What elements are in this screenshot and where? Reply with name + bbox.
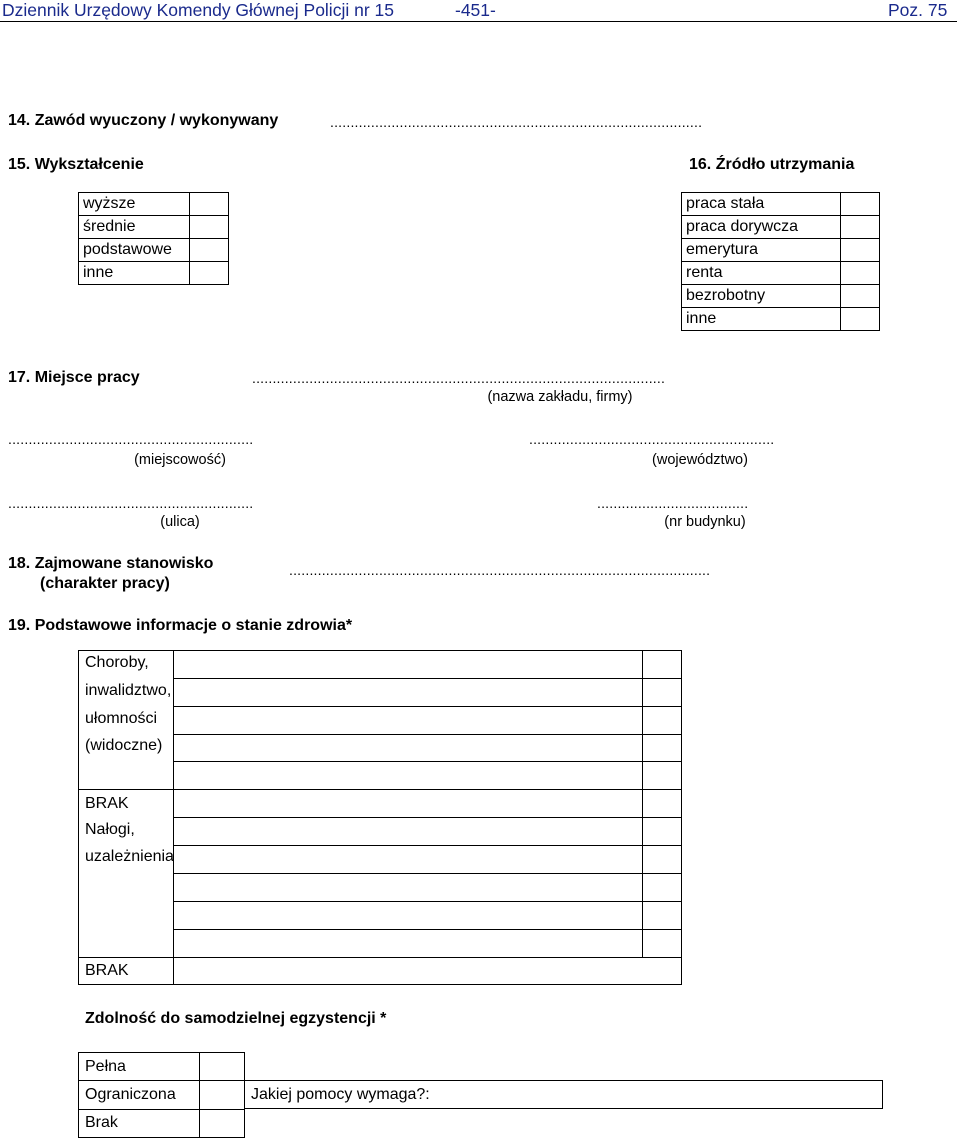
education-option-label: inne — [79, 262, 190, 285]
education-option-label: wyższe — [79, 193, 190, 216]
education-row — [79, 239, 229, 262]
independence-checkbox-none[interactable] — [200, 1110, 244, 1137]
independence-option-none: Brak — [85, 1114, 118, 1131]
income-row — [682, 285, 880, 308]
income-source-table — [681, 192, 880, 331]
income-checkbox-permanent[interactable] — [841, 193, 880, 216]
street-field[interactable]: ............................................................ — [8, 495, 254, 511]
help-needed-label: Jakiej pomocy wymaga?: — [251, 1086, 430, 1103]
health-row-line — [173, 901, 682, 902]
education-checkbox-other[interactable] — [190, 262, 229, 285]
education-checkbox-secondary[interactable] — [190, 216, 229, 239]
health-row-line — [173, 678, 682, 679]
independence-option-limited: Ograniczona — [85, 1086, 176, 1103]
education-row — [79, 193, 229, 216]
job-position-field[interactable]: ....................................................................................................... — [289, 562, 711, 578]
addictions-label-line: Nałogi, — [85, 821, 135, 838]
health-row-line — [173, 873, 682, 874]
building-number-hint: (nr budynku) — [664, 514, 746, 530]
income-row — [682, 262, 880, 285]
health-row-line — [173, 929, 682, 930]
voivodeship-field[interactable]: ............................................................ — [529, 431, 775, 447]
building-number-field[interactable]: ..................................... — [597, 495, 749, 511]
income-row — [682, 193, 880, 216]
health-section-line — [78, 789, 682, 790]
education-row — [79, 216, 229, 239]
q15-label: 15. Wykształcenie — [8, 156, 144, 173]
education-checkbox-higher[interactable] — [190, 193, 229, 216]
health-row-line — [173, 817, 682, 818]
income-checkbox-casual[interactable] — [841, 216, 880, 239]
independence-option-full: Pełna — [85, 1058, 126, 1075]
education-option-label: średnie — [79, 216, 190, 239]
health-row-line — [173, 845, 682, 846]
independence-label: Zdolność do samodzielnej egzystencji * — [85, 1010, 387, 1027]
voivodeship-hint: (województwo) — [652, 452, 748, 468]
income-checkbox-other[interactable] — [841, 308, 880, 331]
health-checkbox-divider — [642, 650, 643, 958]
page-header — [0, 0, 957, 22]
income-row — [682, 308, 880, 331]
income-checkbox-disability[interactable] — [841, 262, 880, 285]
company-name-hint: (nazwa zakładu, firmy) — [487, 389, 633, 405]
q19-label: 19. Podstawowe informacje o stanie zdrowia* — [8, 617, 353, 634]
education-row — [79, 262, 229, 285]
diseases-label-line: (widoczne) — [85, 737, 163, 754]
income-row — [682, 239, 880, 262]
health-section-line — [78, 957, 682, 958]
income-option-label: emerytura — [682, 239, 841, 262]
no-addictions-label: BRAK — [85, 962, 129, 979]
diseases-label-line: inwalidztwo, — [85, 682, 172, 699]
street-hint: (ulica) — [160, 514, 200, 530]
city-hint: (miejscowość) — [134, 452, 226, 468]
diseases-label-line: Choroby, — [85, 654, 149, 671]
independence-checkbox-full[interactable] — [200, 1053, 244, 1080]
income-checkbox-unemployed[interactable] — [841, 285, 880, 308]
education-table — [78, 192, 229, 285]
health-row-line — [173, 761, 682, 762]
education-checkbox-primary[interactable] — [190, 239, 229, 262]
income-option-label: inne — [682, 308, 841, 331]
income-option-label: renta — [682, 262, 841, 285]
independence-checkbox-limited[interactable] — [200, 1081, 244, 1108]
page-number: -451- — [455, 0, 496, 20]
addictions-label-line: uzależnienia — [85, 848, 174, 865]
q18-sublabel: (charakter pracy) — [40, 575, 170, 592]
income-option-label: bezrobotny — [682, 285, 841, 308]
income-checkbox-pension[interactable] — [841, 239, 880, 262]
company-name-field[interactable]: ..................................................................................................... — [252, 370, 666, 386]
city-field[interactable]: ............................................................ — [8, 431, 254, 447]
health-row-line — [173, 706, 682, 707]
income-row — [682, 216, 880, 239]
q16-label: 16. Źródło utrzymania — [689, 156, 855, 173]
journal-title: Dziennik Urzędowy Komendy Głównej Policji nr 15 — [2, 0, 394, 20]
q14-label: 14. Zawód wyuczony / wykonywany — [8, 112, 279, 129]
q18-label: 18. Zajmowane stanowisko — [8, 555, 214, 572]
education-option-label: podstawowe — [79, 239, 190, 262]
q17-label: 17. Miejsce pracy — [8, 369, 140, 386]
position-number: Poz. 75 — [888, 0, 948, 20]
no-diseases-label: BRAK — [85, 795, 129, 812]
health-row-line — [173, 734, 682, 735]
diseases-label-line: ułomności — [85, 710, 158, 727]
income-option-label: praca dorywcza — [682, 216, 841, 239]
q14-occupation-field[interactable]: ........................................................................................... — [330, 114, 703, 130]
income-option-label: praca stała — [682, 193, 841, 216]
